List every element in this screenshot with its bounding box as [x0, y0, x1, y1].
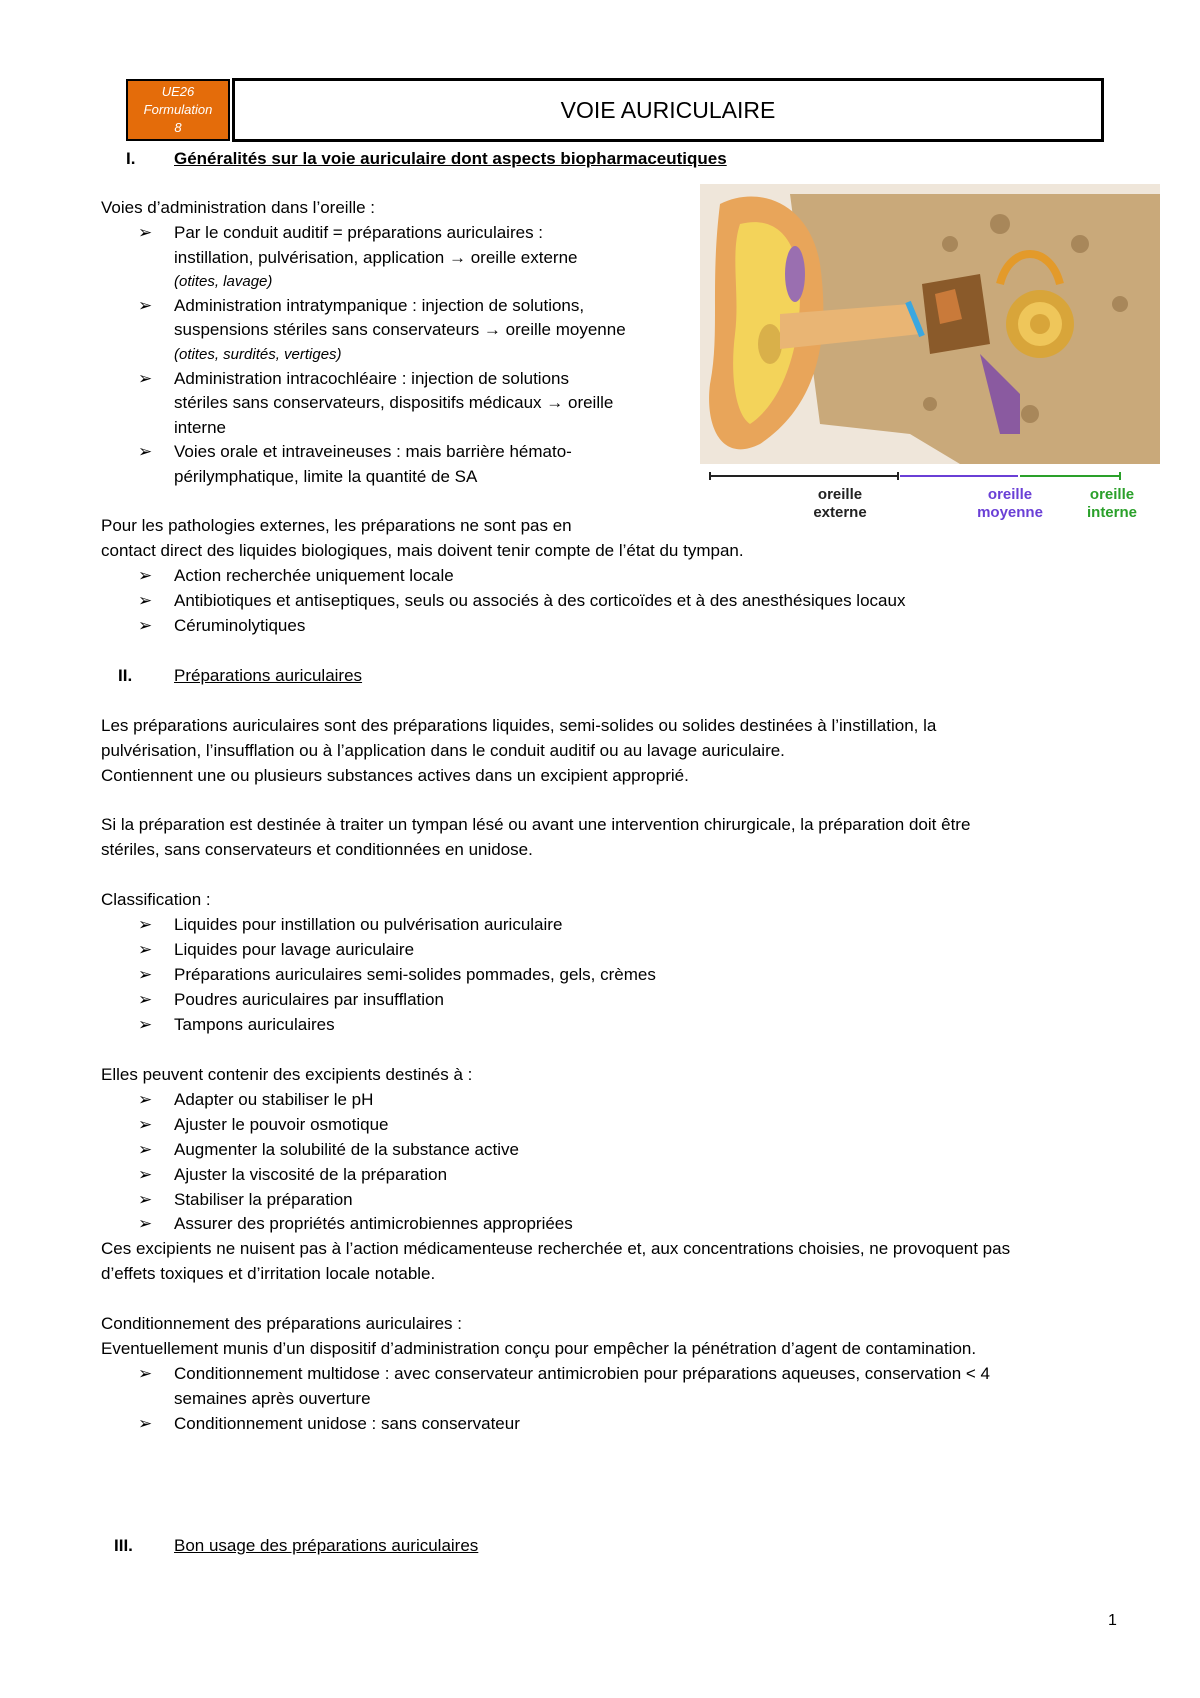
section1-number: I. [126, 149, 136, 168]
arrow-bullet-icon: ➢ [138, 369, 153, 388]
arrow-bullet-icon: ➢ [138, 1214, 153, 1233]
ear-anatomy-figure [700, 184, 1160, 524]
arrow-bullet-icon: ➢ [138, 1414, 153, 1433]
excip-para-l2: d’effets toxiques et d’irritation locale notable. [101, 1264, 436, 1283]
s1-b1-l1: Par le conduit auditif = préparations auriculaires : [174, 223, 544, 242]
classification-title: Classification : [101, 890, 211, 909]
classif-item: Tampons auriculaires [174, 1015, 335, 1034]
s1-b3-l1: Administration intracochléaire : injection de solutions [174, 369, 569, 388]
arrow-bullet-icon: ➢ [138, 915, 153, 934]
arrow-bullet-icon: ➢ [138, 1190, 153, 1209]
arrow-bullet-icon: ➢ [138, 1090, 153, 1109]
excip-item: Ajuster le pouvoir osmotique [174, 1115, 389, 1134]
section2-title: Préparations auriculaires [174, 666, 363, 685]
section3-title: Bon usage des préparations auriculaires [174, 1536, 479, 1555]
arrow-bullet-icon: ➢ [138, 616, 153, 635]
s2-p2-l2: stériles, sans conservateurs et conditionnées en unidose. [101, 840, 533, 859]
s2-p2-l1: Si la préparation est destinée à traiter un tympan lésé ou avant une intervention chirurgicale, la préparation doit être [101, 815, 971, 834]
arrow-bullet-icon: ➢ [138, 1165, 153, 1184]
s1-b2-note: (otites, surdités, vertiges) [174, 346, 342, 363]
label-moyenne-line1: oreille [987, 486, 1033, 503]
arrow-bullet-icon: ➢ [138, 1015, 153, 1034]
s2-p1-l2: pulvérisation, l’insufflation ou à l’application dans le conduit auditif ou au lavage auriculaire. [101, 741, 785, 760]
s1-b1-note: (otites, lavage) [174, 273, 273, 290]
s1-b3-l2: stériles sans conservateurs, dispositifs médicaux → oreille [174, 393, 614, 412]
classif-item: Poudres auriculaires par insufflation [174, 990, 444, 1009]
label-oreille-moyenne [960, 486, 1060, 522]
classif-item: Préparations auriculaires semi-solides pommades, gels, crèmes [174, 965, 656, 984]
s1-b4-l2: périlymphatique, limite la quantité de SA [174, 467, 478, 486]
s1-b2-item3: Céruminolytiques [174, 616, 306, 635]
arrow-bullet-icon: ➢ [138, 566, 153, 585]
label-oreille-interne [1072, 486, 1152, 522]
cond-b1-l1: Conditionnement multidose : avec conservateur antimicrobien pour préparations aqueuses, conservation < 4 [174, 1364, 990, 1383]
excip-para-l1: Ces excipients ne nuisent pas à l’action médicamenteuse recherchée et, aux concentrations choisies, ne provoquent pas [101, 1239, 1011, 1258]
arrow-bullet-icon: ➢ [138, 1115, 153, 1134]
section3-number: III. [114, 1536, 133, 1555]
excip-item: Ajuster la viscosité de la préparation [174, 1165, 448, 1184]
page-title-text: VOIE AURICULAIRE [560, 96, 776, 123]
excipients-title: Elles peuvent contenir des excipients destinés à : [101, 1065, 473, 1084]
s1-para-l2: contact direct des liquides biologiques, mais doivent tenir compte de l’état du tympan. [101, 541, 744, 560]
excip-item: Stabiliser la préparation [174, 1190, 353, 1209]
s1-b1-l2: instillation, pulvérisation, application → oreille externe [174, 248, 578, 267]
ue-tag-line1: UE26 [161, 84, 195, 99]
classif-item: Liquides pour lavage auriculaire [174, 940, 415, 959]
label-externe-line1: oreille [817, 486, 863, 503]
section1-title: Généralités sur la voie auriculaire dont aspects biopharmaceutiques [174, 149, 727, 168]
cond-b1-l2: semaines après ouverture [174, 1389, 371, 1408]
section2-number: II. [118, 666, 133, 685]
s2-p1-l1: Les préparations auriculaires sont des préparations liquides, semi-solides ou solides destinées à l’instillation, la [101, 716, 937, 735]
label-externe-line2: externe [813, 504, 867, 521]
excip-item: Augmenter la solubilité de la substance active [174, 1140, 519, 1159]
label-interne-line2: interne [1086, 504, 1137, 521]
arrow-bullet-icon: ➢ [138, 1364, 153, 1383]
label-interne-line1: oreille [1089, 486, 1135, 503]
arrow-bullet-icon: ➢ [138, 1140, 153, 1159]
s1-b2-l2: suspensions stériles sans conservateurs → oreille moyenne [174, 320, 626, 339]
s1-b3-l3: interne [174, 418, 226, 437]
arrow-bullet-icon: ➢ [138, 591, 153, 610]
conditionnement-title: Conditionnement des préparations auriculaires : [101, 1314, 462, 1333]
ue-tag-line2: Formulation [143, 102, 213, 117]
label-moyenne-line2: moyenne [977, 504, 1043, 521]
ue-tag-line3: 8 [174, 120, 182, 135]
label-oreille-externe [790, 486, 890, 522]
s2-p1-l3: Contiennent une ou plusieurs substances actives dans un excipient approprié. [101, 766, 689, 785]
cond-b2: Conditionnement unidose : sans conservateur [174, 1414, 520, 1433]
s1-b4-l1: Voies orale et intraveineuses : mais barrière hémato- [174, 442, 572, 461]
page-title [232, 78, 1104, 142]
page-number: 1 [1108, 1612, 1117, 1629]
arrow-bullet-icon: ➢ [138, 442, 153, 461]
arrow-bullet-icon: ➢ [138, 223, 153, 242]
ue-tag [126, 79, 230, 141]
s1-b2-item2: Antibiotiques et antiseptiques, seuls ou associés à des corticoïdes et à des anesthésiques locaux [174, 591, 906, 610]
arrow-bullet-icon: ➢ [138, 990, 153, 1009]
arrow-bullet-icon: ➢ [138, 296, 153, 315]
s1-para-l1: Pour les pathologies externes, les préparations ne sont pas en [101, 516, 572, 535]
section1-intro: Voies d’administration dans l’oreille : [101, 198, 376, 217]
classif-item: Liquides pour instillation ou pulvérisation auriculaire [174, 915, 563, 934]
excip-item: Adapter ou stabiliser le pH [174, 1090, 374, 1109]
s1-b2-l1: Administration intratympanique : injection de solutions, [174, 296, 585, 315]
arrow-bullet-icon: ➢ [138, 965, 153, 984]
s1-b2-item1: Action recherchée uniquement locale [174, 566, 454, 585]
excip-item: Assurer des propriétés antimicrobiennes appropriées [174, 1214, 573, 1233]
conditionnement-intro: Eventuellement munis d’un dispositif d’administration conçu pour empêcher la pénétration d’agent de contamination. [101, 1339, 977, 1358]
arrow-bullet-icon: ➢ [138, 940, 153, 959]
